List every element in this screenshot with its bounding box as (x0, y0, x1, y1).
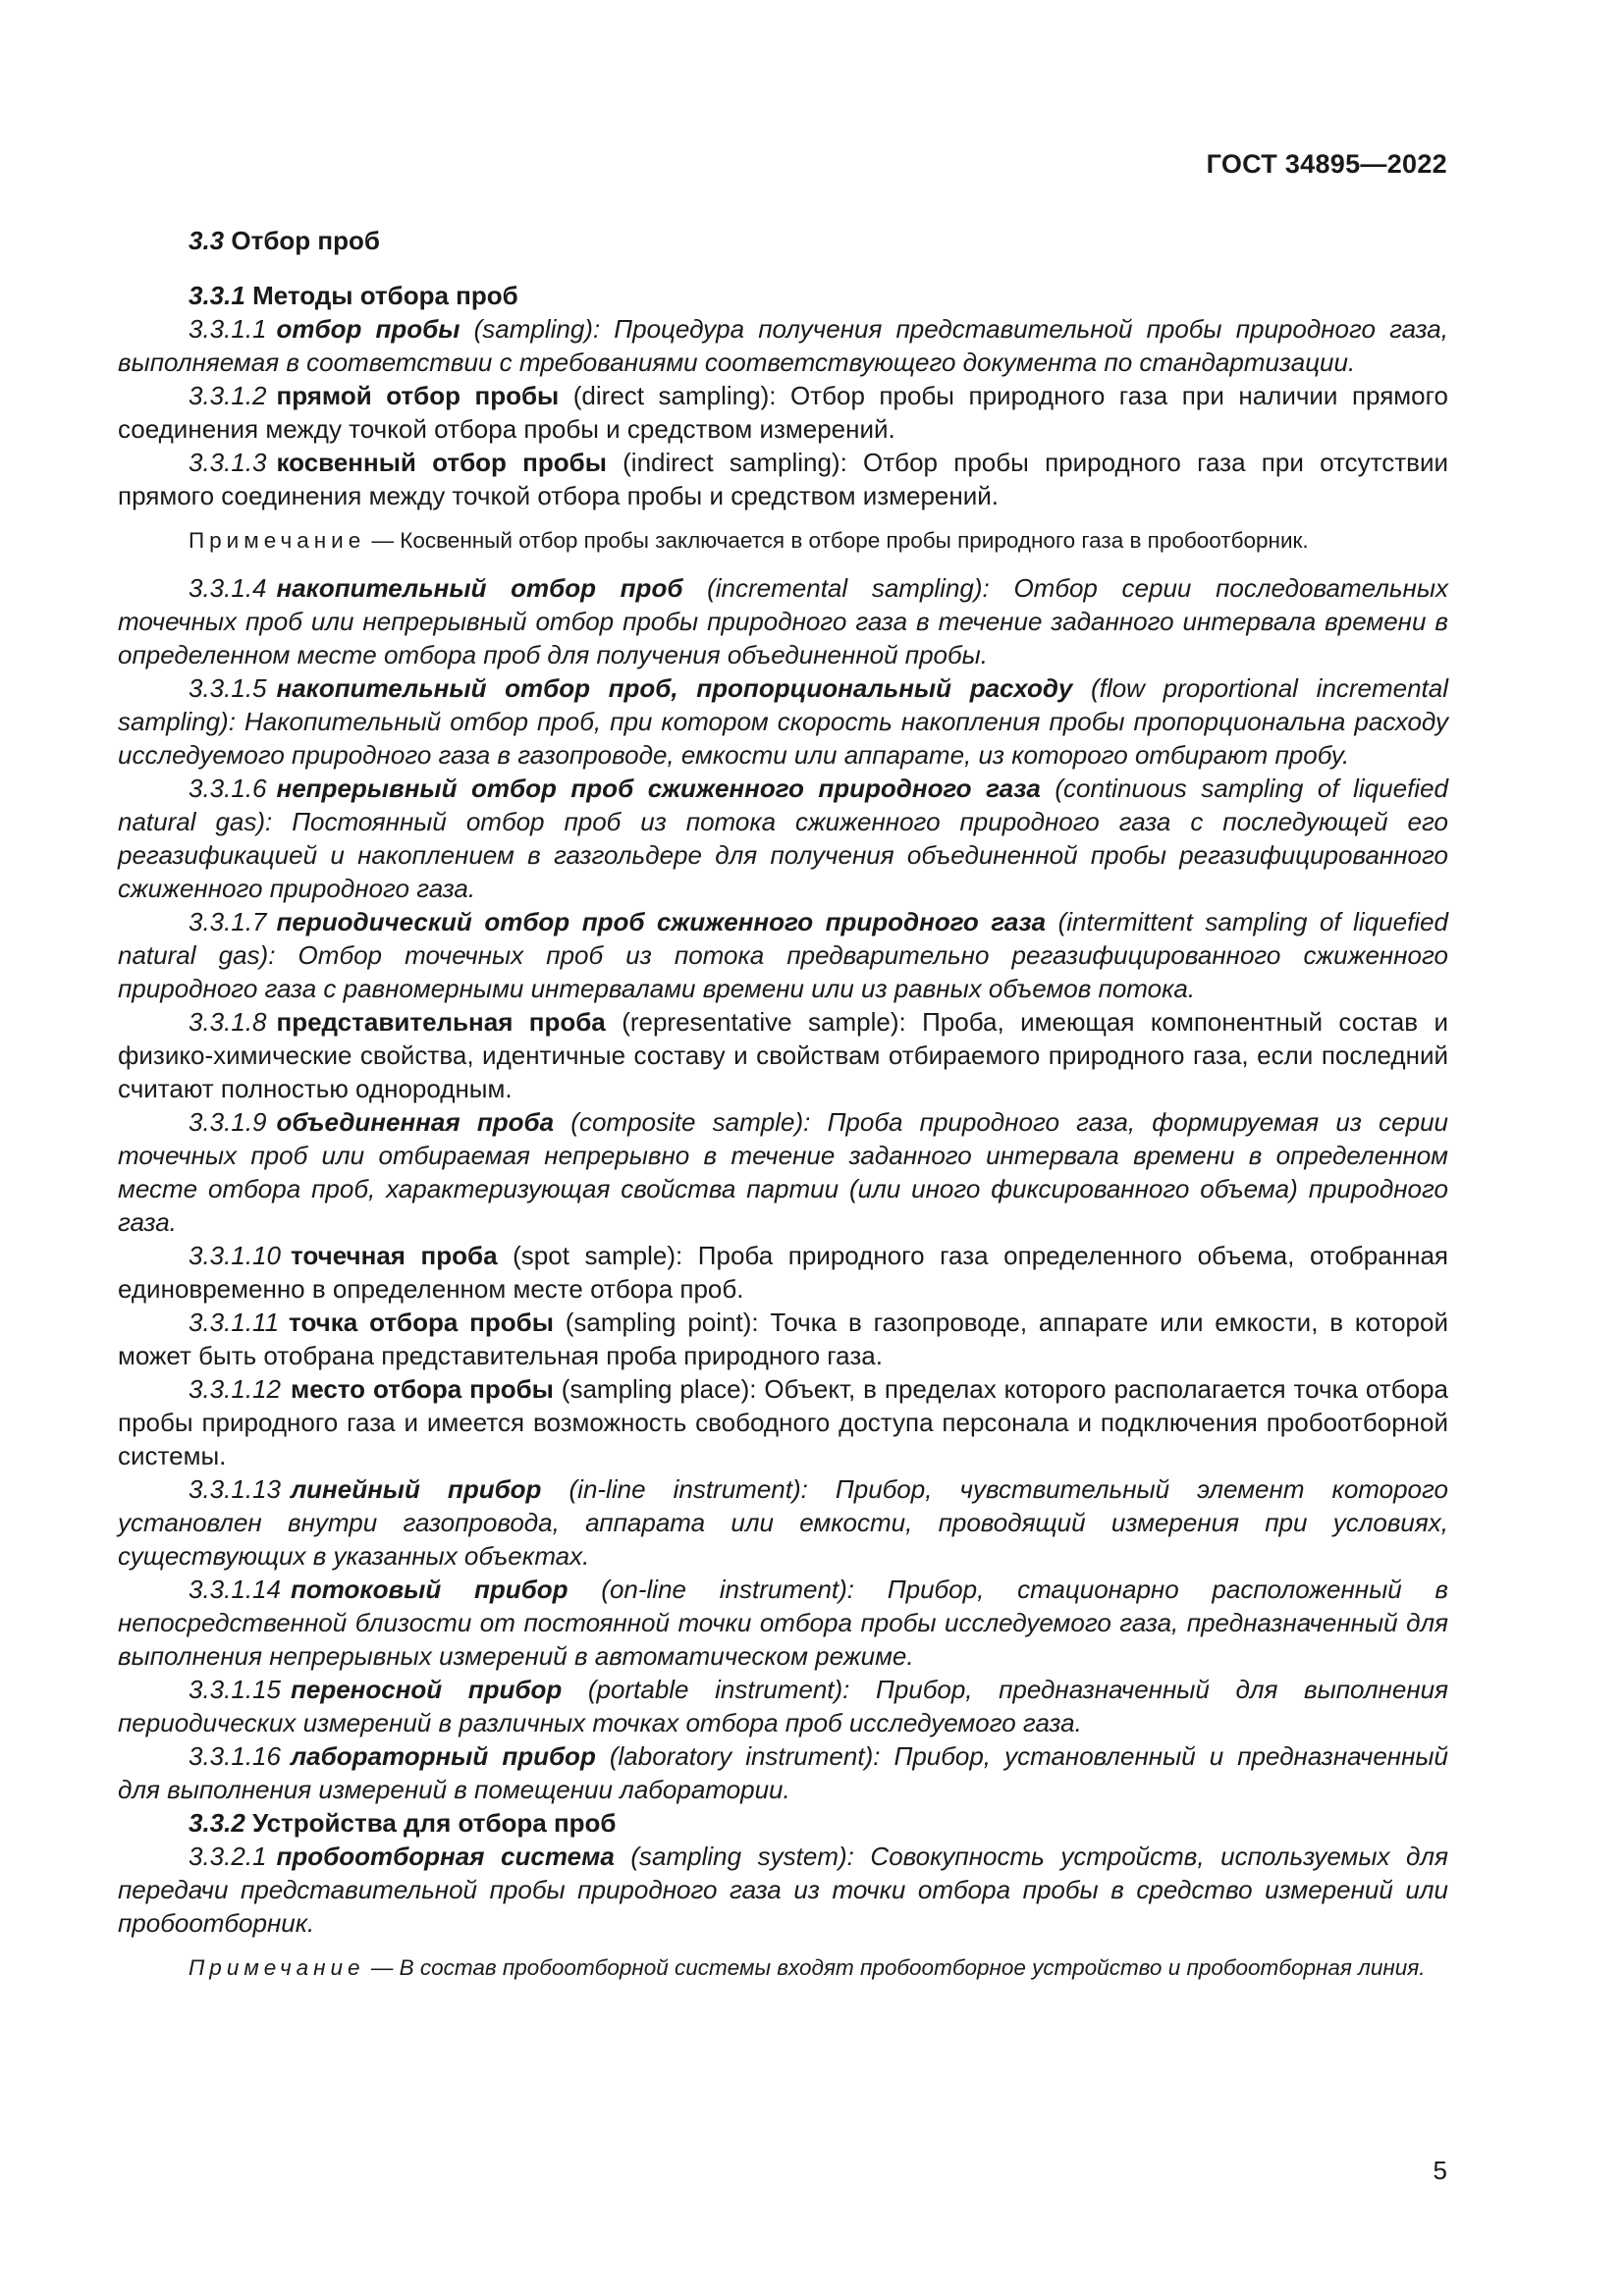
term-text: (incremental sampling): Отбор серии последовательных точечных проб или непрерывный отбор пробы природного газа в течение заданного интервала времени в определенном месте отбора проб для получения объединенной пробы. (118, 573, 1448, 669)
page-content (118, 224, 1448, 1999)
term-number: 3.3.2.1 (189, 1842, 267, 1871)
term-number: 3.3.1.12 (189, 1374, 281, 1404)
note-label: Примечание (189, 1955, 365, 1980)
term-number: 3.3.1.1 (189, 314, 267, 344)
term-number: 3.3.1.16 (189, 1741, 281, 1771)
terms-group-1 (118, 312, 1448, 512)
term-number: 3.3.1.6 (189, 774, 267, 803)
term-text: (sampling system): Совокупность устройств, используемых для передачи представительной пробы природного газа из точки отбора пробы в средство измерений или пробоотборник. (118, 1842, 1448, 1938)
section-heading (118, 224, 1448, 257)
note-indirect-sampling (118, 526, 1448, 556)
term-text: (continuous sampling of liquefied natural gas): Постоянный отбор проб из потока сжиженного природного газа с последующей его регазификацией и накоплением в газгольдере для получения объединенной пробы регазифицированного сжиженного природного газа. (118, 774, 1448, 903)
term-number: 3.3.1.10 (189, 1241, 281, 1270)
term-number: 3.3.1.11 (189, 1308, 280, 1337)
term-definition (118, 312, 1448, 379)
term-definition (118, 905, 1448, 1005)
note-text: — В состав пробоотборной системы входят пробоотборное устройство и пробоотборная линия. (364, 1955, 1426, 1980)
subsection-heading-methods (118, 279, 1448, 312)
document-code: ГОСТ 34895—2022 (1206, 149, 1447, 179)
term-text: (sampling): Процедура получения представительной пробы природного газа, выполняемая в соответствии с требованиями соответствующего документа по стандартизации. (118, 314, 1448, 377)
term-name: объединенная проба (276, 1107, 555, 1137)
term-name: накопительный отбор проб (276, 573, 683, 603)
term-text: (sampling point): Точка в газопроводе, аппарате или емкости, в которой может быть отобрана представительная проба природного газа. (118, 1308, 1449, 1370)
section-title: Отбор проб (231, 226, 380, 255)
term-text: (direct sampling): Отбор пробы природного газа при наличии прямого соединения между точкой отбора пробы и средством измерений. (118, 381, 1449, 444)
note-sampling-system (118, 1953, 1448, 1983)
term-definition (118, 772, 1448, 905)
term-name: линейный прибор (290, 1474, 542, 1504)
subsection-heading-devices (118, 1806, 1448, 1840)
term-text: (flow proportional incremental sampling): Накопительный отбор проб, при котором скорость накопления пробы пропорциональна расходу исследуемого природного газа в газопроводе, емкости или аппарате, из которого отбирают пробу. (118, 673, 1448, 770)
term-definition (118, 1739, 1448, 1806)
note-text: — Косвенный отбор пробы заключается в отборе пробы природного газа в пробоотборник. (365, 528, 1309, 553)
term-definition (118, 1372, 1448, 1472)
page-number: 5 (1433, 2156, 1447, 2185)
term-name: точечная проба (290, 1241, 498, 1270)
term-definition (118, 1673, 1448, 1739)
term-text: (intermittent sampling of liquefied natural gas): Отбор точечных проб из потока предварительно регазифицированного сжиженного природного газа с равномерными интервалами времени или из равных объемов потока. (118, 907, 1449, 1003)
term-name: косвенный отбор пробы (276, 448, 607, 477)
term-name: представительная проба (276, 1007, 606, 1037)
term-number: 3.3.1.13 (189, 1474, 281, 1504)
term-name: лабораторный прибор (290, 1741, 596, 1771)
term-definition (118, 571, 1448, 671)
term-definition (118, 1239, 1448, 1306)
term-text: (indirect sampling): Отбор пробы природного газа при отсутствии прямого соединения между точкой отбора пробы и средством измерений. (118, 448, 1448, 510)
term-name: периодический отбор проб сжиженного природного газа (276, 907, 1047, 936)
term-definition (118, 1105, 1448, 1239)
term-number: 3.3.1.3 (189, 448, 267, 477)
subsection-title: Методы отбора проб (252, 281, 518, 310)
term-number: 3.3.1.2 (189, 381, 267, 410)
terms-group-2 (118, 571, 1448, 1806)
term-definition (118, 1306, 1448, 1372)
term-text: (representative sample): Проба, имеющая компонентный состав и физико-химические свойства, идентичные составу и свойствам отбираемого природного газа, если последний считают полностью однородным. (118, 1007, 1448, 1103)
term-text: (sampling place): Объект, в пределах которого располагается точка отбора пробы природного газа и имеется возможность свободного доступа персонала и подключения пробоотборной системы. (118, 1374, 1448, 1470)
term-name: точка отбора пробы (289, 1308, 554, 1337)
section-number: 3.3 (189, 226, 225, 255)
term-number: 3.3.1.5 (189, 673, 267, 703)
term-number: 3.3.1.14 (189, 1575, 281, 1604)
term-number: 3.3.1.15 (189, 1675, 281, 1704)
term-definition (118, 379, 1448, 446)
terms-group-3 (118, 1840, 1448, 1940)
term-name: непрерывный отбор проб сжиженного природного газа (276, 774, 1041, 803)
subsection-number: 3.3.1 (189, 281, 245, 310)
term-number: 3.3.1.8 (189, 1007, 267, 1037)
term-definition (118, 1573, 1448, 1673)
term-name: потоковый прибор (290, 1575, 568, 1604)
term-text: (portable instrument): Прибор, предназначенный для выполнения периодических измерений в различных точках отбора проб исследуемого газа. (118, 1675, 1448, 1737)
term-definition (118, 671, 1448, 772)
term-name: место отбора пробы (290, 1374, 554, 1404)
term-name: прямой отбор пробы (276, 381, 560, 410)
term-number: 3.3.1.7 (189, 907, 267, 936)
subsection-title: Устройства для отбора проб (252, 1808, 617, 1838)
term-definition (118, 1005, 1448, 1105)
term-name: накопительный отбор проб, пропорциональный расходу (276, 673, 1073, 703)
term-text: (laboratory instrument): Прибор, установленный и предназначенный для выполнения измерений в помещении лаборатории. (118, 1741, 1448, 1804)
note-label: Примечание (189, 528, 366, 553)
subsection-number: 3.3.2 (189, 1808, 245, 1838)
term-definition (118, 446, 1448, 512)
term-definition (118, 1840, 1448, 1940)
term-name: отбор пробы (276, 314, 460, 344)
term-definition (118, 1472, 1448, 1573)
term-text: (in-line instrument): Прибор, чувствительный элемент которого установлен внутри газопровода, аппарата или емкости, проводящий измерения при условиях, существующих в указанных объектах. (118, 1474, 1449, 1571)
term-text: (spot sample): Проба природного газа определенного объема, отобранная единовременно в определенном месте отбора проб. (118, 1241, 1448, 1304)
term-name: переносной прибор (290, 1675, 563, 1704)
term-number: 3.3.1.4 (189, 573, 267, 603)
term-text: (on-line instrument): Прибор, стационарно расположенный в непосредственной близости от постоянной точки отбора пробы исследуемого газа, предназначенный для выполнения непрерывных измерений в автоматическом режиме. (118, 1575, 1448, 1671)
term-number: 3.3.1.9 (189, 1107, 267, 1137)
term-name: пробоотборная система (276, 1842, 615, 1871)
term-text: (composite sample): Проба природного газа, формируемая из серии точечных проб или отбираемая непрерывно в течение заданного интервала времени в определенном месте отбора проб, характеризующая свойства партии (или иного фиксированного объема) природного газа. (118, 1107, 1448, 1237)
